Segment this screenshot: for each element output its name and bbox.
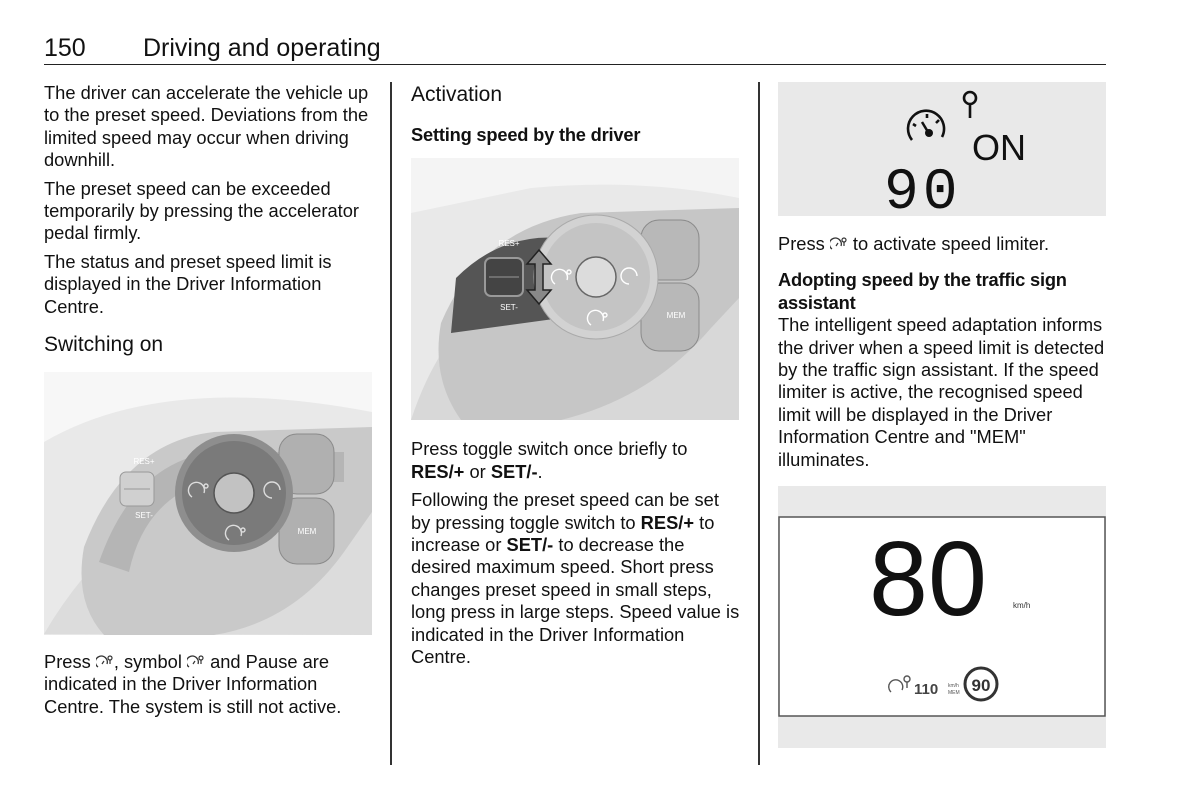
column-right: [778, 82, 1108, 748]
paragraph: The preset speed can be exceeded temporarily by pressing the accelerator pedal firmly.: [44, 177, 359, 244]
column-middle: [411, 82, 743, 668]
steering-wheel-controls-figure: [44, 372, 372, 635]
preset-speed: 110: [914, 681, 939, 699]
column-divider: [390, 82, 392, 765]
page-number: 150: [44, 34, 86, 62]
mem-indicator: MEM: [948, 690, 960, 697]
paragraph: The status and preset speed limit is displayed in the Driver Information Centre.: [44, 250, 332, 317]
figure-caption: Press to activate speed limiter.: [778, 233, 1050, 254]
column-left: [44, 82, 376, 718]
subheading-traffic-sign-assistant: Adopting speed by the traffic sign assistant: [778, 269, 1067, 313]
speed-limiter-display-figure: [778, 82, 1106, 216]
speed-unit: km/h: [1013, 601, 1031, 611]
speed-limiter-icon: [96, 655, 114, 669]
toggle-switch-figure: [411, 158, 739, 420]
set-label: SET-: [135, 511, 153, 521]
paragraph: The driver can accelerate the vehicle up to the preset speed. Deviations from the limited speed may occur when driving downhill.: [44, 82, 369, 171]
set-label: SET-: [500, 303, 518, 313]
page-header: [44, 34, 1106, 65]
subheading-setting-speed: Setting speed by the driver: [411, 124, 641, 145]
current-speed: 80: [869, 520, 987, 639]
preset-speed-value: 90: [884, 161, 962, 216]
speed-limiter-icon: [187, 655, 205, 669]
section-title: Driving and operating: [143, 34, 381, 62]
speed-limiter-icon: [830, 237, 848, 251]
mem-label: MEM: [297, 527, 317, 537]
paragraph: Press toggle switch once briefly to RES/+ or SET/-.: [411, 438, 688, 482]
limiter-status: ON: [972, 127, 1026, 168]
column-divider: [758, 82, 760, 765]
heading-switching-on: Switching on: [44, 333, 164, 357]
traffic-sign-speed: 90: [971, 676, 991, 696]
paragraph: The intelligent speed adaptation informs the driver when a speed limit is detected by the traffic sign assistant. If the speed limiter is active, the recognised speed limit will be displayed in the Driver Information Centre and "MEM" illuminates.: [778, 314, 1105, 470]
mem-label: MEM: [666, 311, 686, 321]
driver-information-centre-figure: [778, 486, 1106, 748]
figure-caption: Press , symbol and Pause are indicated in the Driver Information Centre. The system is still not active.: [44, 651, 342, 717]
paragraph: Following the preset speed can be set by pressing toggle switch to RES/+ to increase or SET/- to decrease the desired maximum speed. Short press changes preset speed in small steps, long press in large steps. Speed value is indicated in the Driver Information Centre.: [411, 489, 740, 668]
heading-activation: Activation: [411, 83, 503, 106]
speed-limiter-icon: [908, 92, 976, 140]
res-label: RES+: [133, 457, 155, 467]
mem-unit: km/h: [948, 683, 959, 690]
res-label: RES+: [498, 239, 520, 249]
